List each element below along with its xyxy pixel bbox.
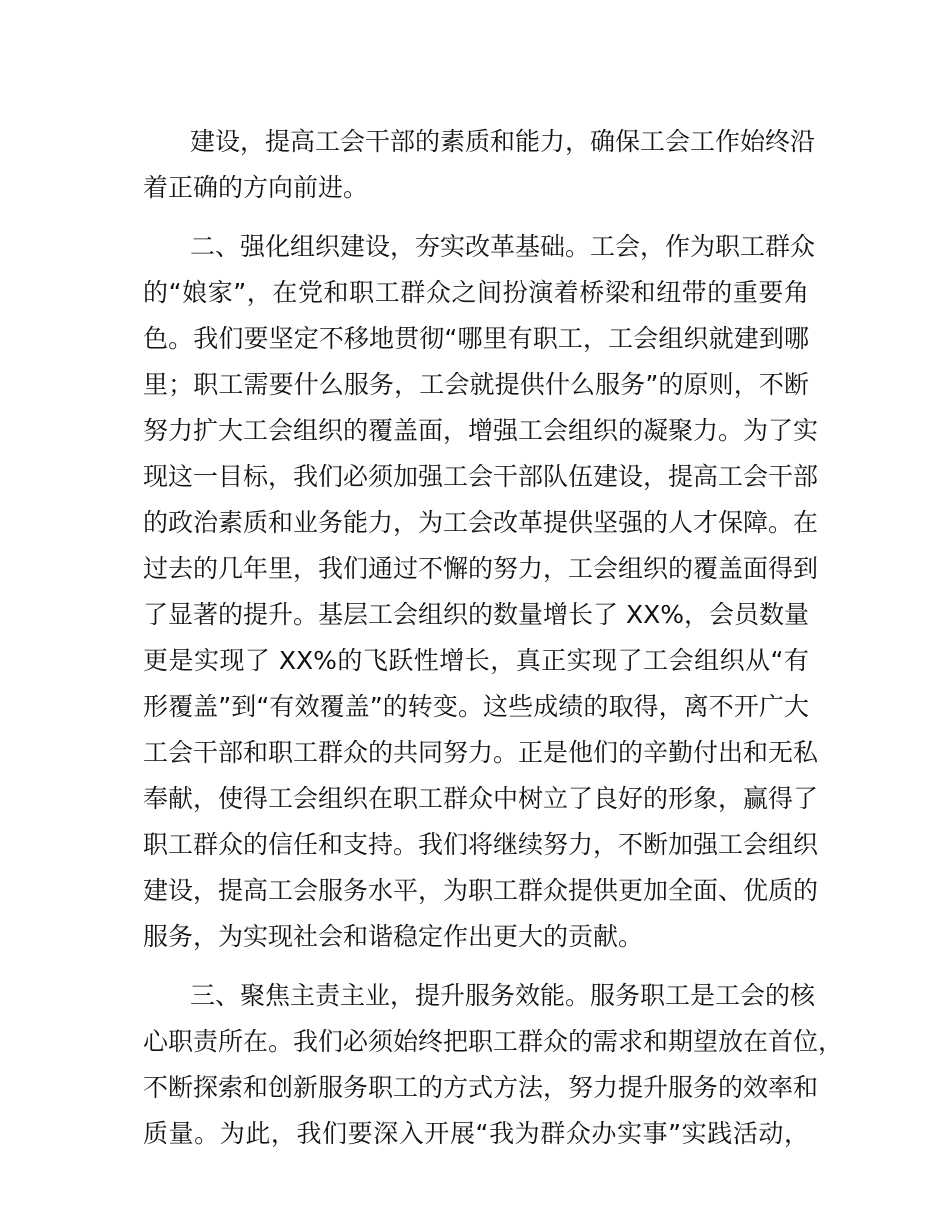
text-line: 工会干部和职工群众的共同努力。正是他们的辛勤付出和无私 (143, 738, 819, 767)
text-line: 建设，提高工会服务水平，为职工群众提供更加全面、优质的 (143, 876, 819, 905)
text-line: 二、强化组织建设，夯实改革基础。工会，作为职工群众 (190, 232, 816, 261)
text-line: 质量。为此，我们要深入开展“我为群众办实事”实践活动， (143, 1119, 809, 1148)
text-line: 三、聚焦主责主业，提升服务效能。服务职工是工会的核 (190, 981, 816, 1010)
text-line: 更是实现了 XX%的飞跃性增长，真正实现了工会组织从“有 (143, 646, 809, 675)
text-line: 里；职工需要什么服务，工会就提供什么服务”的原则，不断 (143, 370, 809, 399)
text-line: 奉献，使得工会组织在职工群众中树立了良好的形象，赢得了 (143, 784, 819, 813)
text-line: 了显著的提升。基层工会组织的数量增长了 XX%，会员数量 (143, 600, 809, 629)
text-line: 不断探索和创新服务职工的方式方法，努力提升服务的效率和 (143, 1073, 819, 1102)
text-line: 努力扩大工会组织的覆盖面，增强工会组织的凝聚力。为了实 (143, 416, 819, 445)
text-line: 现这一目标，我们必须加强工会干部队伍建设，提高工会干部 (143, 462, 819, 491)
text-line: 过去的几年里，我们通过不懈的努力，工会组织的覆盖面得到 (143, 554, 819, 583)
text-line: 的“娘家”，在党和职工群众之间扮演着桥梁和纽带的重要角 (143, 278, 809, 307)
text-line: 的政治素质和业务能力，为工会改革提供坚强的人才保障。在 (143, 508, 819, 537)
text-line: 形覆盖”到“有效覆盖”的转变。这些成绩的取得，离不开广大 (143, 692, 809, 721)
text-line: 服务，为实现社会和谐稳定作出更大的贡献。 (143, 922, 644, 951)
text-line: 职工群众的信任和支持。我们将继续努力，不断加强工会组织 (143, 830, 819, 859)
text-line: 色。我们要坚定不移地贯彻“哪里有职工，工会组织就建到哪 (143, 324, 809, 353)
text-line: 心职责所在。我们必须始终把职工群众的需求和期望放在首位， (143, 1027, 844, 1056)
text-line: 建设，提高工会干部的素质和能力，确保工会工作始终沿 (190, 127, 816, 156)
text-line: 着正确的方向前进。 (143, 173, 369, 202)
